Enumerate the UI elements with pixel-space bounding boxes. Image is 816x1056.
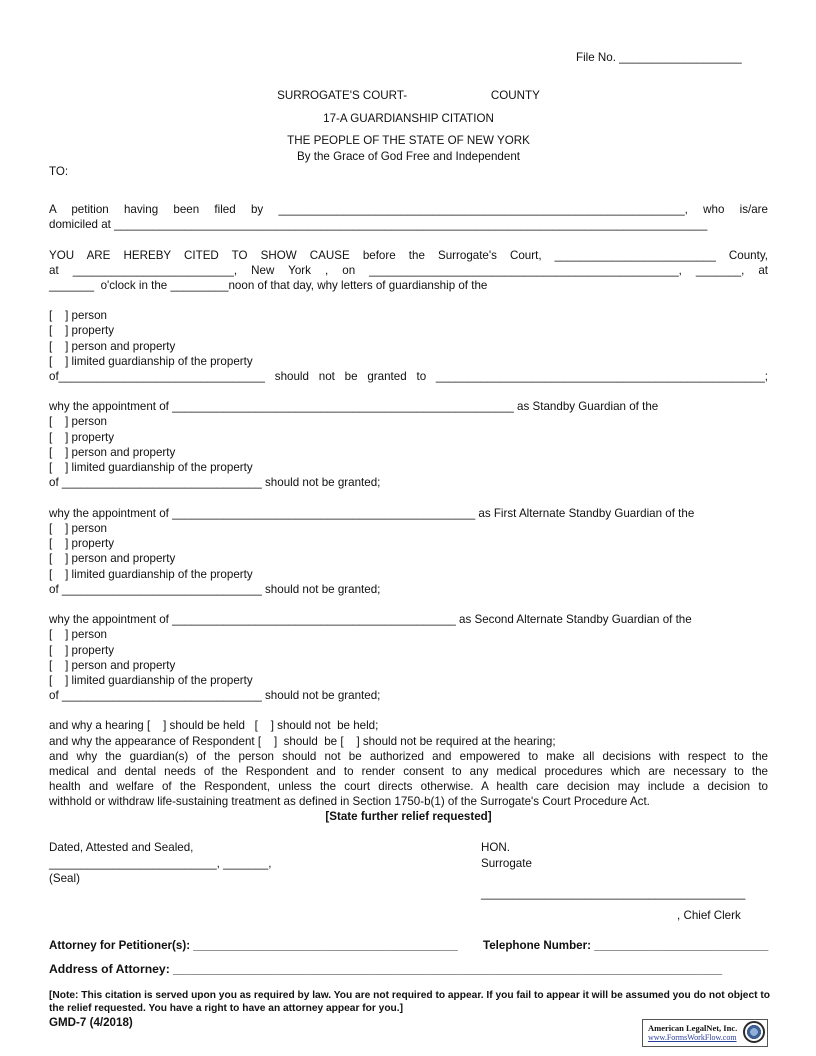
health-paragraph-line: medical and dental needs of the Respondent and to render consent to any medical procedures which are necessary to the xyxy=(49,765,768,778)
to-label: TO: xyxy=(49,165,69,178)
checkbox-property[interactable]: [ ] property xyxy=(49,644,115,657)
form-code: GMD-7 (4/2018) xyxy=(49,1016,133,1029)
checkbox-limited-guardianship[interactable]: [ ] limited guardianship of the property xyxy=(49,355,253,368)
cited-line-1: YOU ARE HEREBY CITED TO SHOW CAUSE before the Surrogate's Court, _________________________ County, xyxy=(49,249,768,262)
guardianship-of-line: of________________________________ should not be granted to ___________________________________________________; xyxy=(49,370,768,383)
second-alternate-of-line: of _______________________________ should not be granted; xyxy=(49,689,381,702)
chief-clerk-label: , Chief Clerk xyxy=(677,909,741,922)
checkbox-property[interactable]: [ ] property xyxy=(49,431,115,444)
logo-name: American LegalNet, Inc. xyxy=(648,1023,738,1033)
checkbox-property[interactable]: [ ] property xyxy=(49,537,115,550)
checkbox-property[interactable]: [ ] property xyxy=(49,324,115,337)
checkbox-limited-guardianship[interactable]: [ ] limited guardianship of the property xyxy=(49,568,253,581)
logo-url[interactable]: www.FormsWorkFlow.com xyxy=(648,1033,737,1042)
checkbox-person[interactable]: [ ] person xyxy=(49,522,107,535)
checkbox-person[interactable]: [ ] person xyxy=(49,415,107,428)
checkbox-person[interactable]: [ ] person xyxy=(49,628,107,641)
checkbox-person[interactable]: [ ] person xyxy=(49,309,107,322)
petition-line-2: domiciled at ____________________________________________________________________________________________ xyxy=(49,218,708,231)
citation-note: [Note: This citation is served upon you as required by law. You are not required to appear. If you fail to appear it will be assumed you do not object to the relief requested. You have a right to have an attorney appear for you.] xyxy=(49,990,770,1014)
first-alternate-appointment-line: why the appointment of _______________________________________________ as First Alternate Standby Guardian of the xyxy=(49,507,695,520)
appearance-line: and why the appearance of Respondent [ ] should be [ ] should not be required at the hearing; xyxy=(49,735,556,748)
address-of-attorney: Address of Attorney: _________________________________________________________________________________ xyxy=(49,962,723,976)
checkbox-person-and-property[interactable]: [ ] person and property xyxy=(49,340,176,353)
checkbox-limited-guardianship[interactable]: [ ] limited guardianship of the property xyxy=(49,674,253,687)
standby-appointment-line: why the appointment of _____________________________________________________ as Standby Guardian of the xyxy=(49,400,659,413)
standby-of-line: of _______________________________ should not be granted; xyxy=(49,476,381,489)
petition-line-1: A petition having been filed by _______________________________________________________________, who is/are xyxy=(49,203,768,216)
citation-title: 17-A GUARDIANSHIP CITATION xyxy=(323,112,494,125)
first-alternate-of-line: of _______________________________ should not be granted; xyxy=(49,583,381,596)
seal-label: (Seal) xyxy=(49,872,80,885)
date-line: __________________________, _______, xyxy=(49,857,272,870)
health-paragraph-line: health and welfare of the Respondent, unless the court directs otherwise. A health care decision may include a decision to xyxy=(49,780,768,793)
checkbox-person-and-property[interactable]: [ ] person and property xyxy=(49,446,176,459)
checkbox-person-and-property[interactable]: [ ] person and property xyxy=(49,659,176,672)
checkbox-limited-guardianship[interactable]: [ ] limited guardianship of the property xyxy=(49,461,253,474)
checkbox-person-and-property[interactable]: [ ] person and property xyxy=(49,552,176,565)
cited-line-2: at _________________________, New York , on ________________________________________________, _______, at xyxy=(49,264,768,277)
attorney-for-petitioner: Attorney for Petitioner(s): _________________________________________ xyxy=(49,939,458,952)
health-paragraph-line: withhold or withdraw life-sustaining treatment as defined in Section 1750-b(1) of the Surrogate's Court Procedure Act. xyxy=(49,795,650,808)
grace-line: By the Grace of God Free and Independent xyxy=(296,150,520,163)
further-relief: [State further relief requested] xyxy=(325,810,492,823)
people-line: THE PEOPLE OF THE STATE OF NEW YORK xyxy=(287,134,530,147)
file-number: File No. ___________________ xyxy=(576,51,742,64)
dated-label: Dated, Attested and Sealed, xyxy=(49,841,194,854)
cited-line-3: _______ o'clock in the _________noon of that day, why letters of guardianship of the xyxy=(49,279,488,292)
seal-icon xyxy=(743,1021,765,1043)
hon-label: HON. xyxy=(481,841,510,854)
second-alternate-appointment-line: why the appointment of ____________________________________________ as Second Alternate Standby Guardian of the xyxy=(49,613,692,626)
court-line: SURROGATE'S COURT- COUNTY xyxy=(277,89,540,102)
health-paragraph-line: and why the guardian(s) of the person should not be authorized and empowered to make all decisions with respect to the xyxy=(49,750,768,763)
telephone-number: Telephone Number: ___________________________ xyxy=(483,939,769,952)
hearing-held-line: and why a hearing [ ] should be held [ ] should not be held; xyxy=(49,719,379,732)
surrogate-label: Surrogate xyxy=(481,857,532,870)
american-legalnet-logo xyxy=(642,1019,768,1047)
clerk-signature-line: _________________________________________ xyxy=(481,887,746,900)
